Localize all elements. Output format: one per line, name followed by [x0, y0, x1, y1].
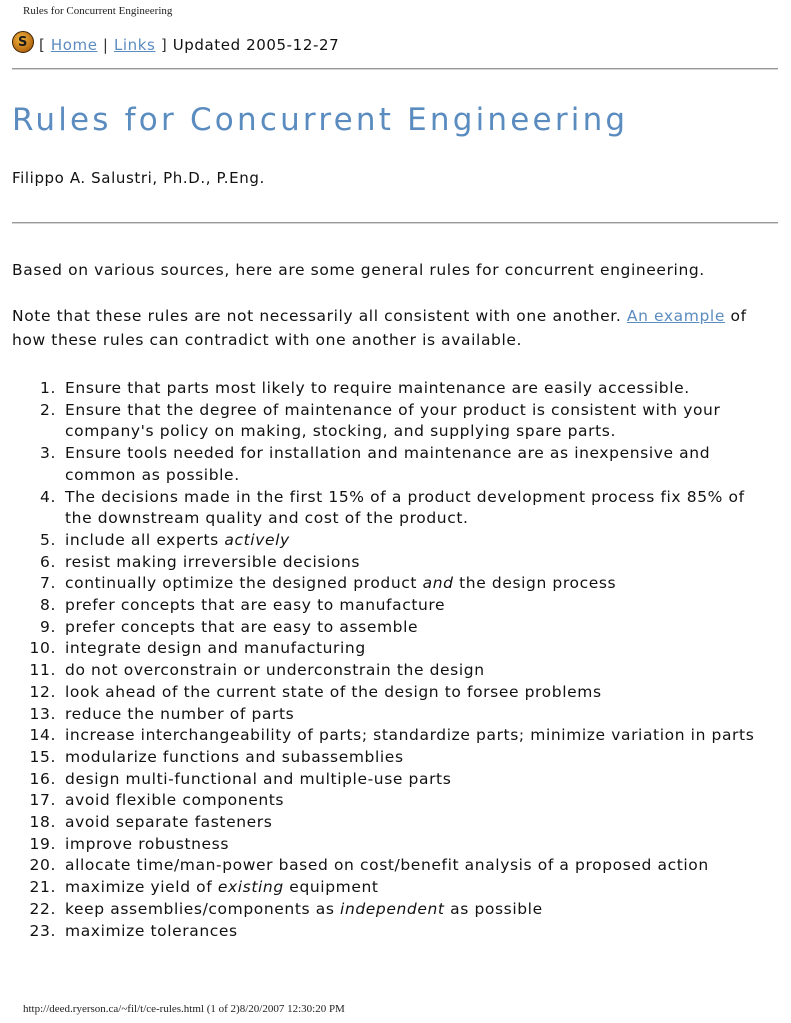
rule-item — [12, 877, 772, 899]
rule-text: look ahead of the current state of the design to forsee problems — [65, 682, 602, 701]
rule-item — [12, 769, 772, 791]
example-link[interactable]: An example — [626, 307, 725, 325]
rule-number: 16. — [29, 769, 56, 788]
rule-text: keep assemblies/components as — [65, 899, 341, 918]
updated-date: Updated 2005-12-27 — [172, 36, 340, 54]
rule-number: 15. — [29, 747, 56, 766]
rule-number: 14. — [29, 726, 56, 745]
rule-item — [12, 682, 772, 704]
note-text: Note that these rules are not necessarily all consistent with one another. — [12, 307, 627, 325]
rule-number: 4. — [40, 487, 56, 506]
rule-emphasis: existing — [217, 878, 284, 897]
rule-number: 3. — [40, 444, 56, 463]
rule-emphasis: and — [422, 574, 454, 593]
rule-number: 7. — [40, 574, 56, 593]
rule-number: 12. — [29, 682, 56, 701]
top-navigation — [12, 36, 339, 54]
rule-item — [12, 573, 772, 595]
nav-close-bracket: ] — [160, 36, 168, 54]
links-link[interactable]: Links — [113, 36, 156, 54]
rule-text: maximize yield of — [65, 878, 218, 897]
rule-text: reduce the number of parts — [65, 704, 295, 723]
rule-item — [12, 617, 772, 639]
rule-number: 6. — [40, 552, 56, 571]
rule-item — [12, 747, 772, 769]
nav-divider: | — [102, 36, 109, 54]
rule-number: 22. — [29, 899, 56, 918]
rule-item — [12, 660, 772, 682]
rule-text: allocate time/man-power based on cost/benefit analysis of a proposed action — [65, 856, 709, 875]
rule-text: avoid flexible components — [65, 791, 285, 810]
rule-item — [12, 552, 772, 574]
rule-text: continually optimize the designed product — [65, 574, 423, 593]
rule-text: The decisions made in the first 15% of a product development process fix 85% of the downstream quality and cost of the product. — [65, 487, 745, 528]
page-title: Rules for Concurrent Engineering — [12, 102, 629, 138]
rule-number: 11. — [29, 661, 56, 680]
rule-item — [12, 834, 772, 856]
rule-item — [12, 378, 772, 400]
note-paragraph — [12, 304, 782, 352]
rule-number: 20. — [29, 856, 56, 875]
top-divider — [12, 68, 778, 70]
rule-text: design multi-functional and multiple-use parts — [65, 769, 452, 788]
rule-number: 23. — [29, 921, 56, 940]
rule-item — [12, 487, 772, 530]
rule-item — [12, 704, 772, 726]
rule-text: the design process — [453, 574, 617, 593]
rule-number: 2. — [40, 400, 56, 419]
rule-number: 1. — [40, 379, 56, 397]
rules-list — [12, 378, 772, 942]
rule-number: 8. — [40, 596, 56, 615]
rule-number: 9. — [40, 617, 56, 636]
rule-text: Ensure that parts most likely to require maintenance are easily accessible. — [65, 379, 690, 397]
rule-text: prefer concepts that are easy to manufacture — [65, 596, 446, 615]
rule-item — [12, 725, 772, 747]
rule-item — [12, 443, 772, 486]
rule-emphasis: actively — [224, 530, 290, 549]
rule-text: resist making irreversible decisions — [65, 552, 361, 571]
rule-text: avoid separate fasteners — [65, 813, 273, 832]
rule-item — [12, 595, 772, 617]
rule-number: 10. — [29, 639, 56, 658]
rule-item — [12, 812, 772, 834]
rule-emphasis: independent — [340, 899, 445, 918]
site-logo-icon[interactable]: S — [12, 31, 34, 53]
rule-number: 18. — [29, 813, 56, 832]
rule-item — [12, 530, 772, 552]
rule-text: prefer concepts that are easy to assemble — [65, 617, 419, 636]
rule-item — [12, 638, 772, 660]
home-link[interactable]: Home — [50, 36, 98, 54]
rule-number: 19. — [29, 834, 56, 853]
rule-number: 17. — [29, 791, 56, 810]
rule-text: equipment — [283, 878, 379, 897]
nav-open-bracket: [ — [39, 36, 46, 54]
rule-text: modularize functions and subassemblies — [65, 747, 404, 766]
author-line: Filippo A. Salustri, Ph.D., P.Eng. — [12, 169, 265, 187]
rule-text: increase interchangeability of parts; standardize parts; minimize variation in parts — [65, 726, 755, 745]
rule-text: include all experts — [65, 530, 225, 549]
rule-text: maximize tolerances — [65, 921, 238, 940]
rule-text: Ensure tools needed for installation and maintenance are as inexpensive and common as possible. — [65, 444, 711, 484]
rule-text: do not overconstrain or underconstrain the design — [65, 661, 485, 680]
note-text-end: of how these rules can contradict with one another is available. — [12, 307, 747, 349]
rule-number: 21. — [29, 878, 56, 897]
rule-number: 13. — [29, 704, 56, 723]
section-divider — [12, 222, 778, 224]
rule-item — [12, 899, 772, 921]
rule-number: 5. — [40, 530, 56, 549]
rule-item — [12, 921, 772, 943]
rule-item — [12, 790, 772, 812]
rule-text: improve robustness — [65, 834, 230, 853]
print-header: Rules for Concurrent Engineering — [23, 5, 173, 17]
intro-paragraph: Based on various sources, here are some general rules for concurrent engineering. — [12, 261, 705, 279]
rule-item — [12, 400, 772, 443]
rule-text: Ensure that the degree of maintenance of your product is consistent with your company's policy on making, stocking, and supplying spare parts. — [65, 400, 721, 441]
rule-text: as possible — [444, 899, 543, 918]
rule-text: integrate design and manufacturing — [65, 639, 366, 658]
print-footer: http://deed.ryerson.ca/~fil/t/ce-rules.html (1 of 2)8/20/2007 12:30:20 PM — [23, 1003, 345, 1015]
rule-item — [12, 855, 772, 877]
